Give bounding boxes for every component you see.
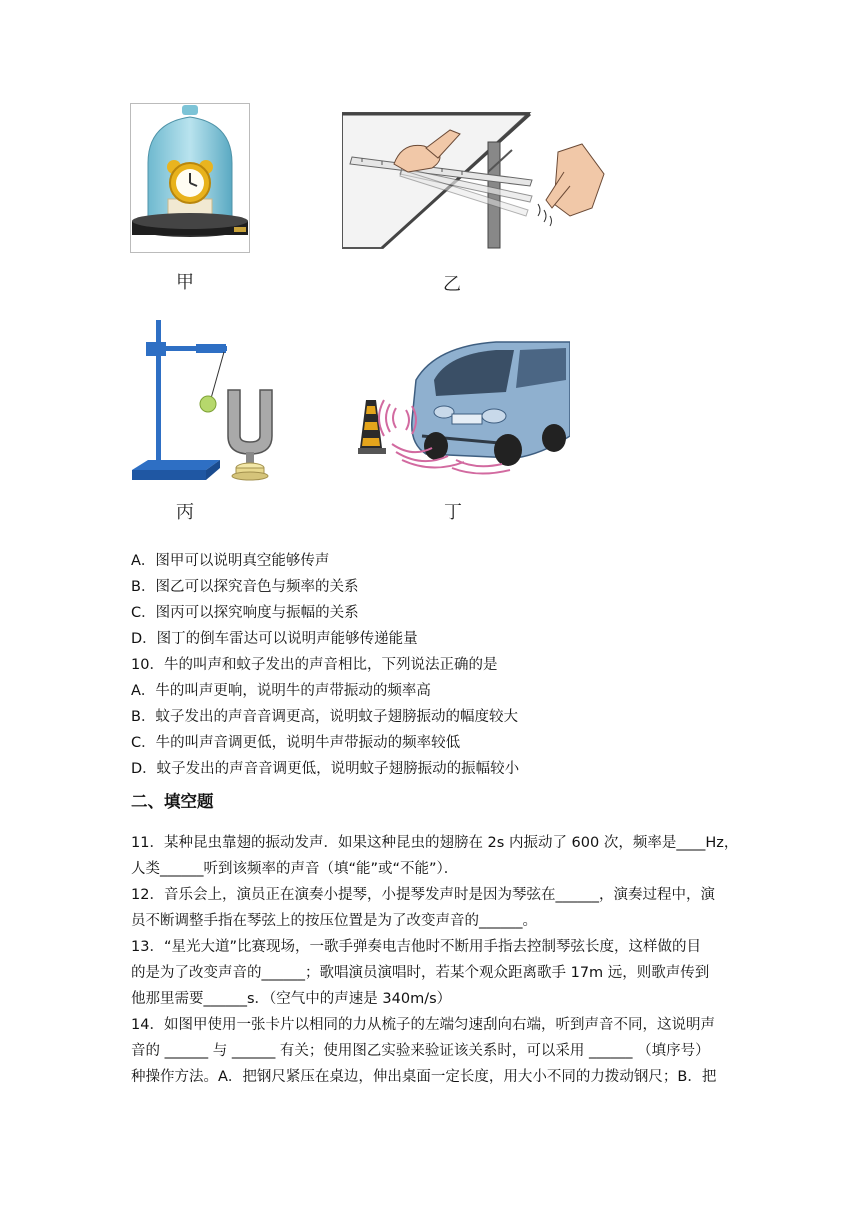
- q9-option-a: A．图甲可以说明真空能够传声: [131, 553, 330, 569]
- figure-ding-caption: 丁: [444, 502, 462, 523]
- figure-bing-caption: 丙: [176, 502, 194, 523]
- q10-option-c: C．牛的叫声音调更低，说明牛声带振动的频率较低: [131, 735, 461, 751]
- q9-option-c: C．图丙可以探究响度与振幅的关系: [131, 605, 359, 621]
- q10-stem: 10．牛的叫声和蚊子发出的声音相比，下列说法正确的是: [131, 657, 498, 673]
- q13-line-1: 13．“星光大道”比赛现场，一歌手弹奏电吉他时不断用手指去控制琴弦长度，这样做的目: [131, 939, 701, 955]
- figure-bing-tuning-fork: [130, 318, 278, 486]
- q14-line-2: 音的 ______ 与 ______ 有关；使用图乙实验来验证该关系时，可以采用 ______ （填序号）: [131, 1043, 710, 1059]
- q11-line-1: 11．某种昆虫靠翅的振动发声．如果这种昆虫的翅膀在 2s 内振动了 600 次，频率是____Hz，: [131, 835, 739, 851]
- figure-jia-bell-jar: [130, 103, 250, 253]
- q13-line-2: 的是为了改变声音的______；歌唱演员演唱时，若某个观众距离歌手 17m 远，则歌声传到: [131, 965, 710, 981]
- q10-option-a: A．牛的叫声更响，说明牛的声带振动的频率高: [131, 683, 431, 699]
- figure-yi-ruler: [342, 112, 614, 250]
- figure-jia-caption: 甲: [176, 272, 194, 293]
- q12-line-1: 12．音乐会上，演员正在演奏小提琴，小提琴发声时是因为琴弦在______，演奏过程中，演: [131, 887, 715, 903]
- figure-yi-caption: 乙: [443, 274, 461, 295]
- section-heading: 二、填空题: [131, 792, 214, 811]
- q9-option-b: B．图乙可以探究音色与频率的关系: [131, 579, 359, 595]
- q13-line-3: 他那里需要______s．（空气中的声速是 340m/s）: [131, 991, 452, 1007]
- q10-option-d: D．蚊子发出的声音音调更低，说明蚊子翅膀振动的振幅较小: [131, 761, 520, 777]
- q9-option-d: D．图丁的倒车雷达可以说明声能够传递能量: [131, 631, 418, 647]
- q10-option-b: B．蚊子发出的声音音调更高，说明蚊子翅膀振动的幅度较大: [131, 709, 518, 725]
- q11-line-2: 人类______听到该频率的声音（填“能”或“不能”）．: [131, 861, 459, 877]
- q14-line-3: 种操作方法。A．把钢尺紧压在桌边，伸出桌面一定长度，用大小不同的力拨动钢尺；B．把: [131, 1069, 717, 1085]
- q12-line-2: 员不断调整手指在琴弦上的按压位置是为了改变声音的______。: [131, 913, 537, 929]
- q14-line-1: 14．如图甲使用一张卡片以相同的力从梳子的左端匀速刮向右端，听到声音不同，这说明声: [131, 1017, 715, 1033]
- figure-ding-reversing-radar: [356, 340, 570, 478]
